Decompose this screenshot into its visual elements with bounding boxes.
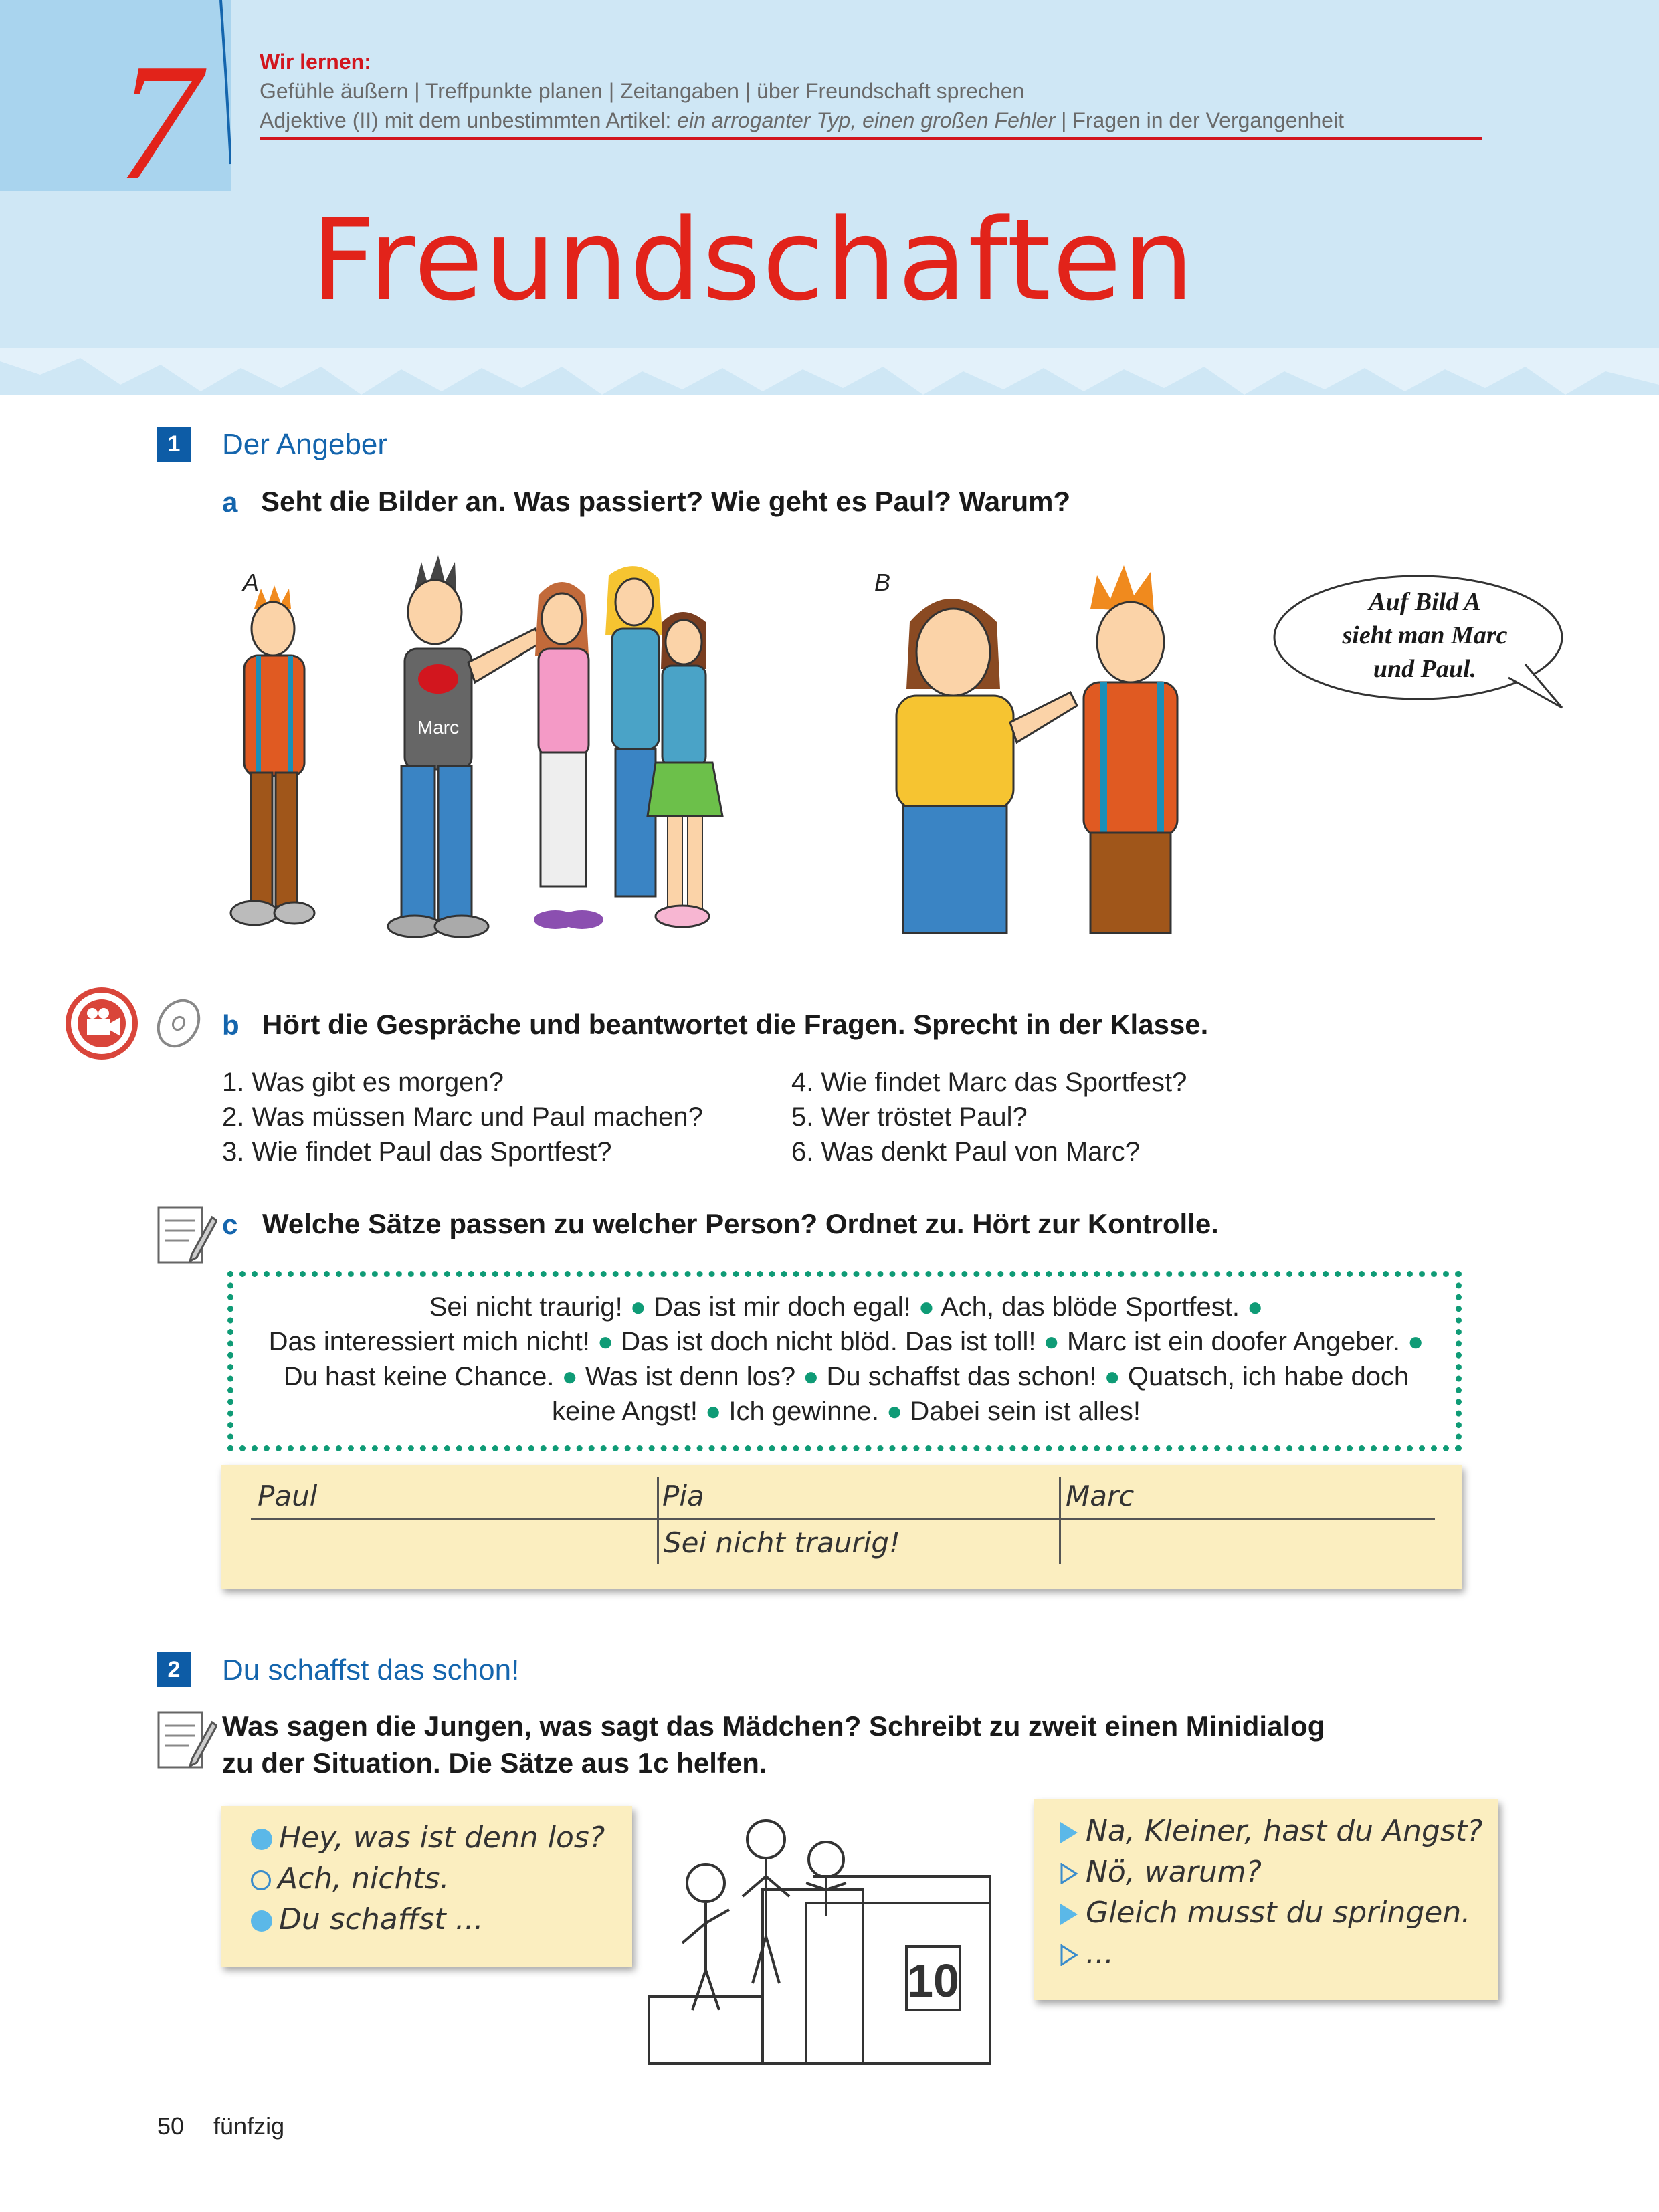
- phrase-separator: ●: [597, 1327, 614, 1356]
- page-footer: [157, 2112, 284, 2140]
- diving-scene-sketch: [642, 1809, 1023, 2070]
- task-1b-instruction: Hört die Gespräche und beantwortet die Fragen. Sprecht in der Klasse.: [262, 1009, 1209, 1040]
- dialog-right-text-3: Gleich musst du springen.: [1086, 1896, 1471, 1930]
- dialog-right-line-2: [1060, 1855, 1262, 1889]
- speech-line-3: und Paul.: [1373, 655, 1477, 683]
- section-1-title: Der Angeber: [222, 428, 388, 461]
- dialog-left-text-1: Hey, was ist denn los?: [279, 1821, 605, 1855]
- speech-line-1: Auf Bild A: [1369, 588, 1481, 616]
- phrase: Du schaffst das schon!: [826, 1362, 1097, 1391]
- assignment-table: [221, 1465, 1462, 1589]
- cd-icon: [151, 993, 207, 1053]
- phrase-separator: ●: [1043, 1327, 1060, 1356]
- question-2: 2. Was müssen Marc und Paul machen?: [222, 1102, 703, 1132]
- diving-board-number: 10: [907, 1954, 959, 2007]
- media-icons: [62, 987, 229, 1060]
- bullet-filled-icon: [251, 1910, 272, 1932]
- bullet-empty-icon: [251, 1870, 271, 1890]
- phrase-separator: ●: [629, 1292, 647, 1322]
- phrase: Das ist doch nicht blöd. Das ist toll!: [621, 1327, 1036, 1356]
- dialog-right-text-1: Na, Kleiner, hast du Angst?: [1086, 1814, 1483, 1848]
- girl-pink-figure: [534, 582, 603, 929]
- learning-goals-label: Wir lernen:: [260, 49, 371, 74]
- question-3: 3. Wie findet Paul das Sportfest?: [222, 1137, 612, 1167]
- learning-goals-line-2: [260, 106, 1484, 135]
- table-example-entry: Sei nicht traurig!: [664, 1526, 900, 1559]
- dialog-right-line-3: [1060, 1896, 1470, 1930]
- questions-left: [222, 1065, 703, 1169]
- phrase: Ach, das blöde Sportfest.: [941, 1292, 1240, 1322]
- picture-b-label: B: [874, 569, 891, 596]
- task-2-instruction-line-1: Was sagen die Jungen, was sagt das Mädchen? Schreibt zu zweit einen Minidialog: [222, 1710, 1325, 1742]
- phrase-separator: ●: [1407, 1327, 1424, 1356]
- task-1c-letter: c: [222, 1209, 238, 1240]
- page-title: Freundschaften: [311, 195, 1195, 326]
- triangle-empty-icon: [1060, 1944, 1078, 1966]
- learning-goals-line-1: Gefühle äußern | Treffpunkte planen | Zeitangaben | über Freundschaft sprechen: [260, 79, 1025, 103]
- task-1a-instruction: Seht die Bilder an. Was passiert? Wie geht es Paul? Warum?: [261, 486, 1071, 517]
- triangle-filled-icon: [1060, 1904, 1078, 1925]
- speech-line-2: sieht man Marc: [1342, 621, 1508, 649]
- question-1: 1. Was gibt es morgen?: [222, 1068, 504, 1097]
- bullet-filled-icon: [251, 1829, 272, 1850]
- picture-a-label: A: [243, 569, 260, 596]
- illustration-a: [214, 555, 749, 957]
- phrase-separator: ●: [1247, 1292, 1264, 1322]
- dialog-card-left: [221, 1806, 632, 1967]
- marc-figure: [388, 555, 542, 937]
- task-2-instruction-line-2: zu der Situation. Die Sätze aus 1c helfen.: [222, 1747, 767, 1779]
- dialog-left-line-2: [251, 1862, 450, 1896]
- dialog-right-text-4: ...: [1086, 1936, 1114, 1971]
- goals-line-2-suffix: | Fragen in der Vergangenheit: [1055, 108, 1344, 132]
- phrase-separator: ●: [1104, 1362, 1120, 1391]
- table-header-rule: [251, 1518, 1435, 1520]
- task-1b-letter: b: [222, 1009, 239, 1041]
- dialog-right-text-2: Nö, warum?: [1086, 1855, 1262, 1889]
- section-2-title: Du schaffst das schon!: [222, 1653, 520, 1686]
- task-1a-letter: a: [222, 486, 238, 518]
- learning-goals-rule: [260, 137, 1482, 140]
- table-column-divider: [1059, 1477, 1061, 1564]
- chapter-number: 7: [117, 29, 201, 215]
- section-2-number: 2: [157, 1652, 191, 1687]
- dialog-right-line-1: [1060, 1814, 1482, 1848]
- writing-icon: [155, 1709, 217, 1773]
- phrase: Du hast keine Chance.: [283, 1362, 555, 1391]
- dialog-right-line-4: [1060, 1936, 1114, 1971]
- phrase: Das interessiert mich nicht!: [268, 1327, 590, 1356]
- dialog-left-line-3: [251, 1902, 484, 1936]
- paul-figure-a: [231, 585, 314, 925]
- question-5: 5. Wer tröstet Paul?: [791, 1102, 1028, 1132]
- phrase: Das ist mir doch egal!: [654, 1292, 911, 1322]
- phrase-box-text: [264, 1290, 1428, 1429]
- writing-icon: [155, 1204, 217, 1268]
- dialog-left-line-1: [251, 1821, 605, 1855]
- illustration-b: [870, 562, 1258, 936]
- phrase-separator: ●: [918, 1292, 935, 1322]
- phrase: Dabei sein ist alles!: [910, 1397, 1141, 1426]
- column-header-marc: Marc: [1066, 1480, 1135, 1512]
- triangle-filled-icon: [1060, 1822, 1078, 1843]
- page-number-word: fünfzig: [213, 2112, 285, 2140]
- marc-shirt-label: Marc: [417, 717, 460, 738]
- task-1c-instruction: Welche Sätze passen zu welcher Person? Ordnet zu. Hört zur Kontrolle.: [262, 1208, 1219, 1239]
- dialog-card-right: [1034, 1799, 1498, 2000]
- girl-blond-figure: [605, 566, 662, 896]
- page-number: 50: [157, 2112, 185, 2140]
- phrase: Marc ist ein doofer Angeber.: [1066, 1327, 1401, 1356]
- column-header-pia: Pia: [662, 1480, 704, 1512]
- phrase-separator: ●: [705, 1397, 722, 1426]
- phrase-separator: ●: [803, 1362, 819, 1391]
- phrase: Sei nicht traurig!: [429, 1292, 623, 1322]
- section-1-number: 1: [157, 427, 191, 462]
- goals-line-2-examples: ein arroganter Typ, einen großen Fehler: [677, 108, 1056, 132]
- triangle-empty-icon: [1060, 1863, 1078, 1884]
- question-4: 4. Wie findet Marc das Sportfest?: [791, 1068, 1187, 1097]
- learning-goals: [260, 47, 1484, 135]
- dialog-left-text-3: Du schaffst ...: [279, 1902, 484, 1936]
- table-column-divider: [657, 1477, 659, 1564]
- phrase: Quatsch, ich habe doch keine Angst!: [552, 1362, 1409, 1426]
- question-6: 6. Was denkt Paul von Marc?: [791, 1137, 1140, 1167]
- video-icon: [68, 990, 135, 1057]
- column-header-paul: Paul: [258, 1480, 318, 1512]
- goals-line-2-prefix: Adjektive (II) mit dem unbestimmten Artikel:: [260, 108, 678, 132]
- paul-figure-b: [1084, 565, 1177, 933]
- phrase-separator: ●: [561, 1362, 578, 1391]
- questions-right: [791, 1065, 1187, 1169]
- pia-figure: [896, 599, 1077, 933]
- task-2-instruction: [222, 1708, 1325, 1781]
- speech-bubble-text: [1284, 585, 1565, 686]
- dialog-left-text-2: Ach, nichts.: [278, 1862, 450, 1896]
- phrase-separator: ●: [886, 1397, 903, 1426]
- phrase: Ich gewinne.: [728, 1397, 879, 1426]
- phrase: Was ist denn los?: [585, 1362, 796, 1391]
